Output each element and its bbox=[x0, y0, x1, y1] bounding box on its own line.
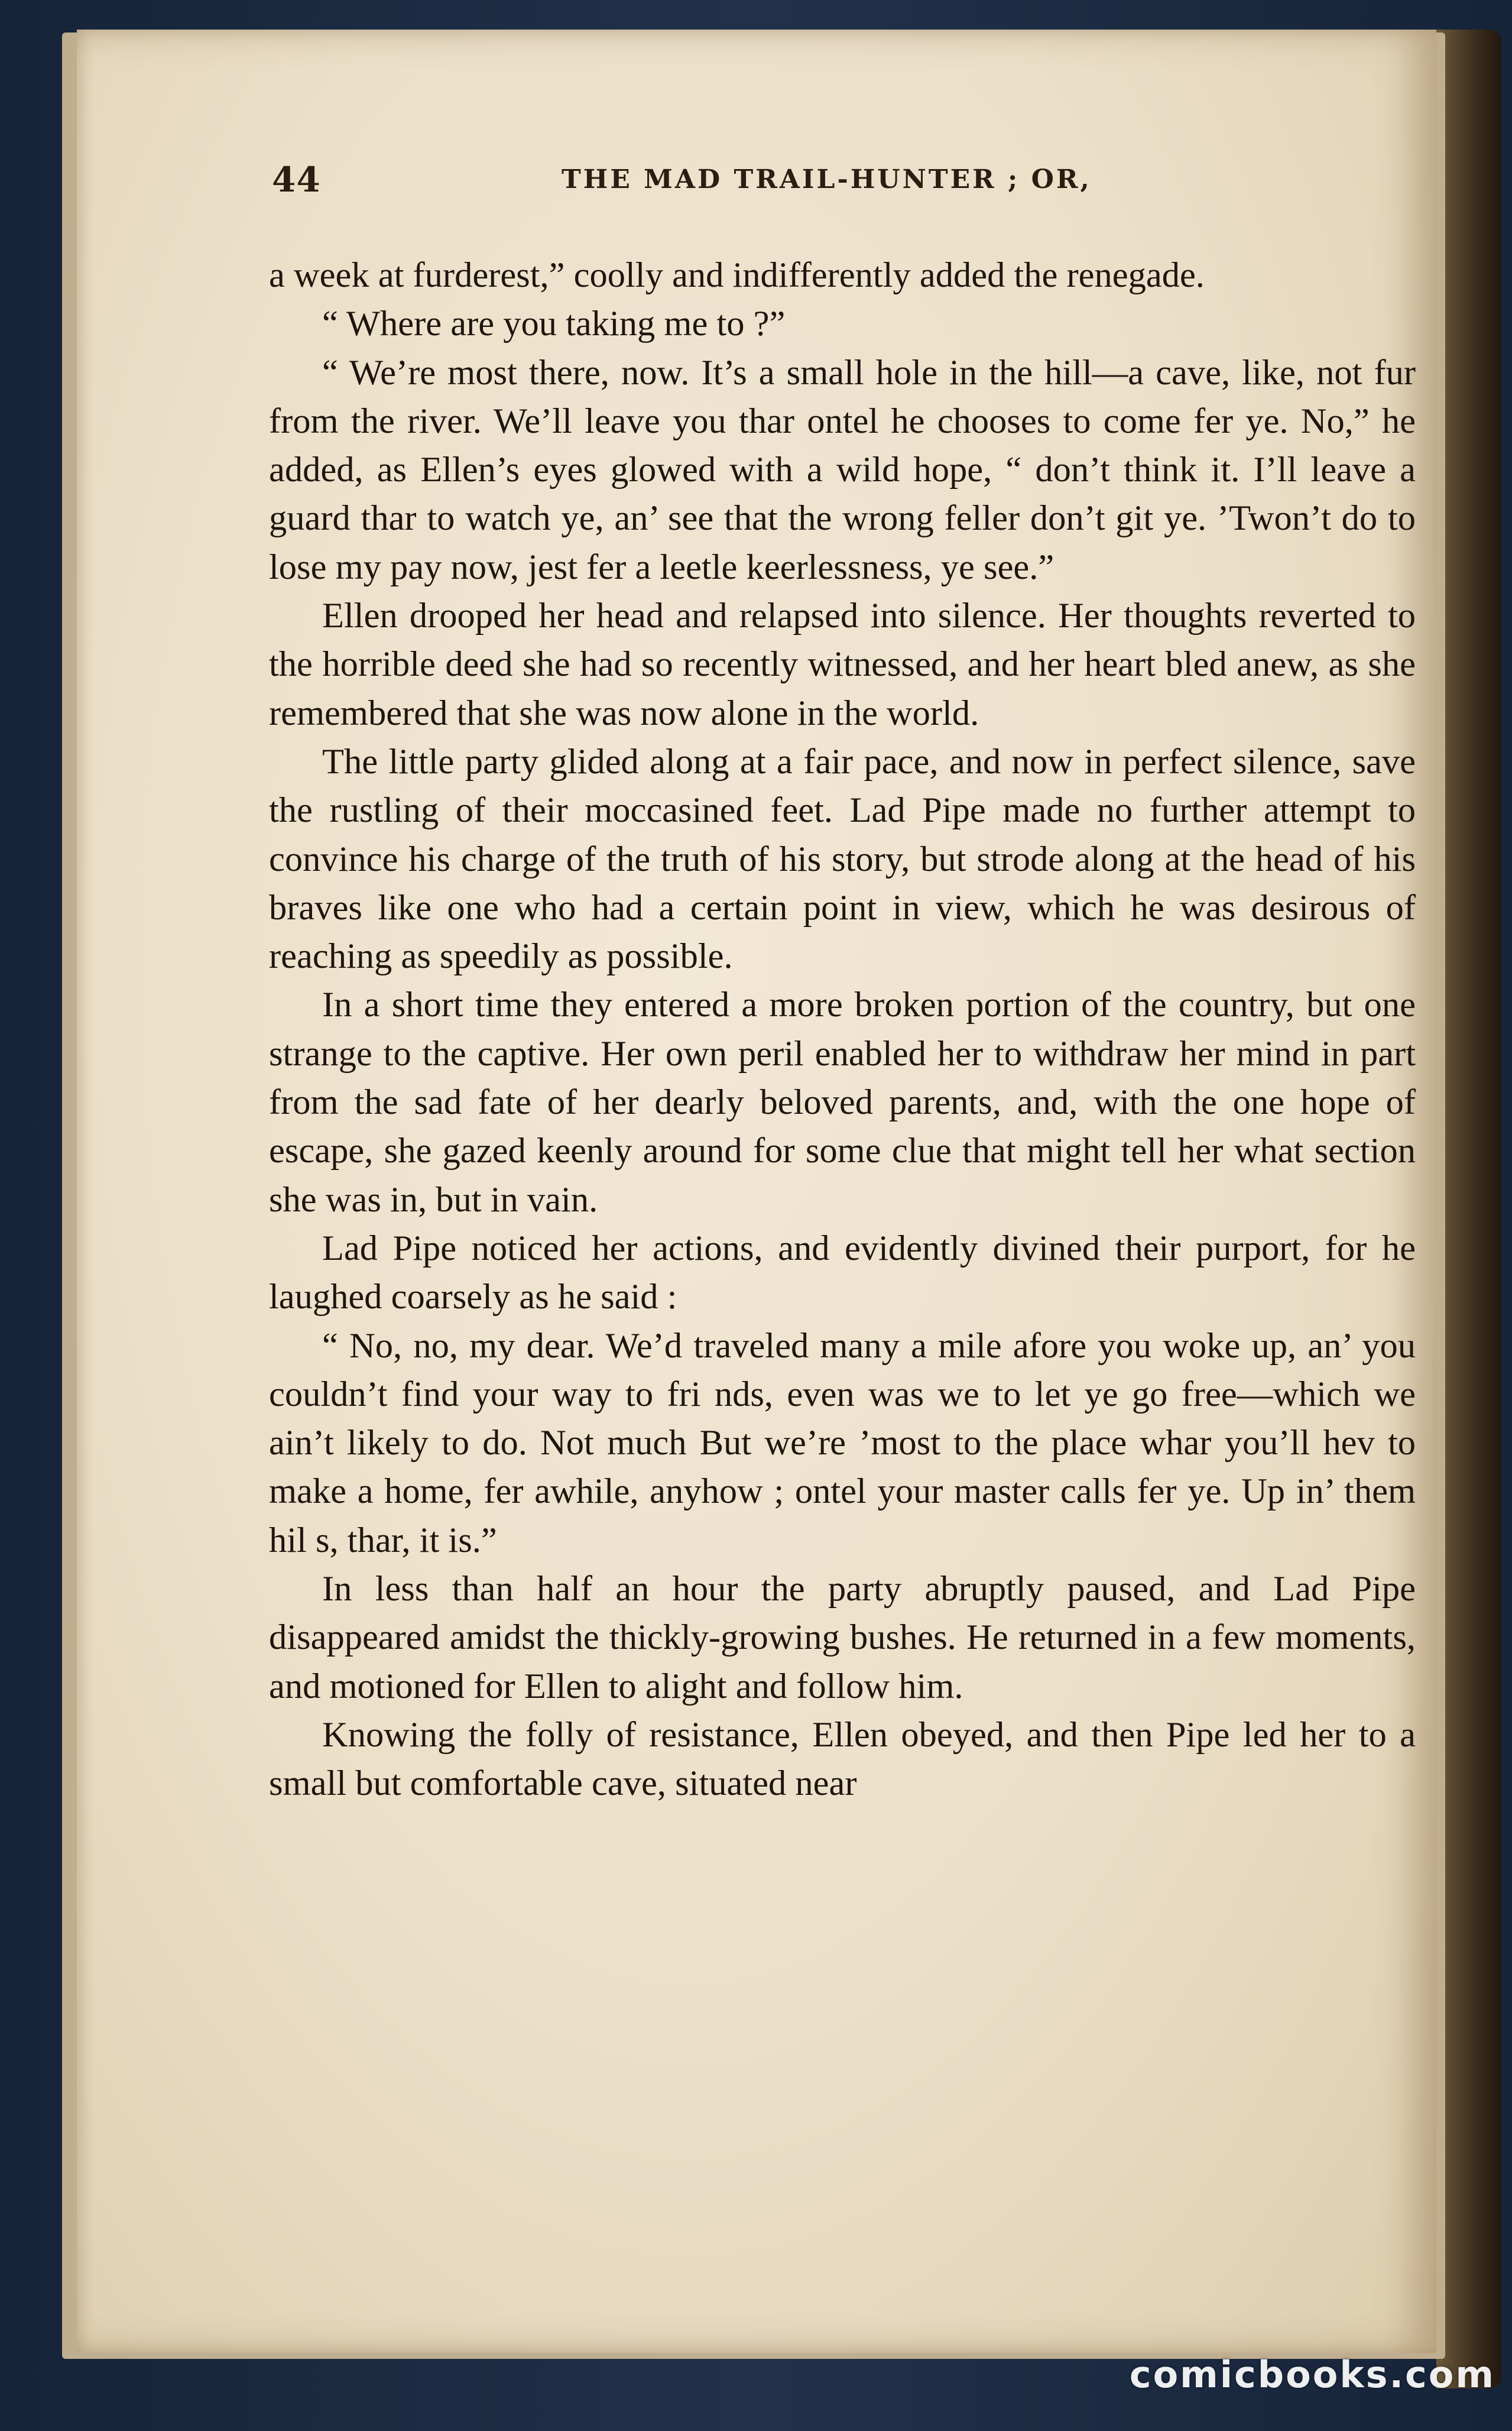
paragraph: In less than half an hour the party abruptly paused, and Lad Pipe disappeared amidst the thickly-growing bushes. He returned in a few moments, and motioned for Ellen to alight and follow him. bbox=[269, 1569, 1416, 1706]
page-header bbox=[272, 160, 1277, 201]
paragraph: The little party glided along at a fair pace, and now in perfect silence, save the rustling of their moccasined feet. Lad Pipe made no further attempt to convince his charge of the truth of his story, but strode along at the head of his braves like one who had a certain point in view, which he was desirous of reaching as speedily as possible. bbox=[269, 741, 1416, 977]
paragraph: In a short time they entered a more broken portion of the country, but one strange to the captive. Her own peril enabled her to withdraw her mind in part from the sad fate of her dearly beloved parents, and, with the one hope of escape, she gazed keenly around for some clue that might tell her what section she was in, but in vain. bbox=[269, 985, 1416, 1220]
running-head: THE MAD TRAIL-HUNTER ; OR, bbox=[562, 164, 1092, 195]
body-text bbox=[269, 251, 1416, 1808]
paragraph: a week at furderest,” coolly and indifferently added the renegade. bbox=[269, 255, 1205, 295]
paragraph: “ We’re most there, now. It’s a small hole in the hill—a cave, like, not fur from the river. We’ll leave you thar ontel he chooses to come fer ye. No,” he added, as Ellen’s eyes glowed with a wild hope, “ don’t think it. I’ll leave a guard thar to watch ye, an’ see that the wrong feller don’t git ye. ’Twon’t do to lose my pay now, jest fer a leetle keerlessness, ye see.” bbox=[269, 352, 1416, 587]
page-number: 44 bbox=[272, 160, 321, 200]
paragraph: Lad Pipe noticed her actions, and evidently divined their purport, for he laughed coarsely as he said : bbox=[269, 1228, 1416, 1317]
paragraph: “ No, no, my dear. We’d traveled many a mile afore you woke up, an’ you couldn’t find your way to fri nds, even was we to let ye go free—which we ain’t likely to do. Not much But we’re ’most to the place whar you’ll hev to make a home, fer awhile, anyhow ; ontel your master calls fer ye. Up in’ them hil s, thar, it is.” bbox=[269, 1325, 1416, 1560]
book-spine-edge bbox=[1436, 30, 1501, 2388]
paragraph: Ellen drooped her head and relapsed into silence. Her thoughts reverted to the horrible deed she had so recently witnessed, and her heart bled anew, as she remembered that she was now alone in the world. bbox=[269, 596, 1416, 733]
watermark: comicbooks.com bbox=[1129, 2353, 1495, 2396]
paragraph: “ Where are you taking me to ?” bbox=[322, 304, 786, 344]
paragraph: Knowing the folly of resistance, Ellen obeyed, and then Pipe led her to a small but comfortable cave, situated near bbox=[269, 1714, 1416, 1804]
